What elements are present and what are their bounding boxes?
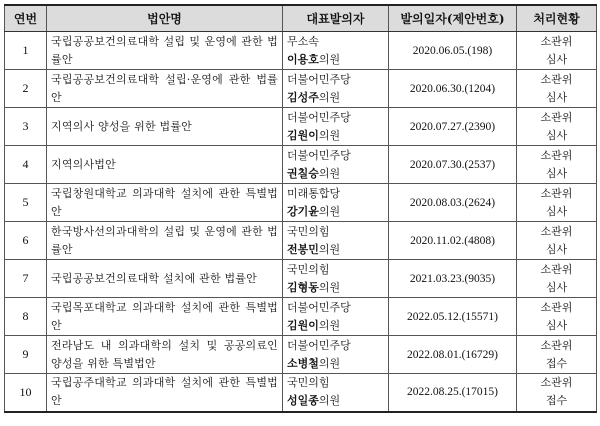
status-cell (517, 184, 597, 222)
table-row (5, 298, 597, 336)
status-stage: 접수 (545, 356, 568, 370)
row-number: 6 (5, 222, 47, 260)
bill-name: 지역의사 양성을 위한 법률안 (47, 108, 283, 146)
status-committee: 소관위 (540, 72, 573, 86)
sponsor-suffix: 의원 (318, 394, 341, 408)
sponsor-name: 김원이 (287, 128, 319, 142)
status-committee: 소관위 (540, 148, 573, 162)
bill-name: 국립공공보건의료대학 설치에 관한 법률안 (47, 260, 283, 298)
row-number: 3 (5, 108, 47, 146)
sponsor-name: 전봉민 (287, 242, 319, 256)
header-date: 발의일자(제안번호) (389, 5, 517, 32)
table-row (5, 374, 597, 412)
table-row (5, 222, 597, 260)
table-body (5, 32, 597, 412)
proposal-date: 2020.06.05.(198) (389, 32, 517, 70)
status-stage: 심사 (545, 166, 568, 180)
sponsor-party: 더불어민주당 (287, 110, 351, 124)
proposal-date: 2020.07.30.(2537) (389, 146, 517, 184)
status-cell (517, 146, 597, 184)
sponsor-cell (283, 146, 389, 184)
sponsor-party: 국민의힘 (287, 376, 330, 390)
sponsor-name: 강기윤 (287, 204, 319, 218)
proposal-date: 2022.05.12.(15571) (389, 298, 517, 336)
status-cell (517, 336, 597, 374)
bill-name: 국립공공보건의료대학 설립 및 운영에 관한 법률안 (47, 32, 283, 70)
sponsor-cell (283, 374, 389, 412)
sponsor-suffix: 의원 (318, 356, 341, 370)
row-number: 5 (5, 184, 47, 222)
sponsor-name: 김성주 (287, 90, 319, 104)
bill-table (4, 4, 597, 413)
sponsor-cell (283, 260, 389, 298)
table-row (5, 336, 597, 374)
bill-name: 국립창원대학교 의과대학 설치에 관한 특별법안 (47, 184, 283, 222)
header-bill-name: 법안명 (47, 5, 283, 32)
status-committee: 소관위 (540, 300, 573, 314)
row-number: 4 (5, 146, 47, 184)
status-stage: 심사 (545, 242, 568, 256)
status-stage: 심사 (545, 318, 568, 332)
table-row (5, 260, 597, 298)
sponsor-suffix: 의원 (318, 166, 341, 180)
status-stage: 심사 (545, 90, 568, 104)
sponsor-party: 더불어민주당 (287, 300, 351, 314)
status-committee: 소관위 (540, 34, 573, 48)
row-number: 1 (5, 32, 47, 70)
status-stage: 심사 (545, 52, 568, 66)
status-committee: 소관위 (540, 262, 573, 276)
status-cell (517, 32, 597, 70)
proposal-date: 2022.08.25.(17015) (389, 374, 517, 412)
row-number: 8 (5, 298, 47, 336)
bill-name: 국립공주대학교 의과대학 설치에 관한 특별법안 (47, 374, 283, 412)
status-cell (517, 222, 597, 260)
sponsor-cell (283, 184, 389, 222)
sponsor-cell (283, 336, 389, 374)
row-number: 2 (5, 70, 47, 108)
status-stage: 심사 (545, 128, 568, 142)
table-row (5, 108, 597, 146)
table-row (5, 32, 597, 70)
sponsor-party: 미래통합당 (287, 186, 341, 200)
sponsor-suffix: 의원 (318, 318, 341, 332)
status-committee: 소관위 (540, 338, 573, 352)
status-cell (517, 298, 597, 336)
bill-name: 지역의사법안 (47, 146, 283, 184)
status-committee: 소관위 (540, 376, 573, 390)
header-sponsor: 대표발의자 (283, 5, 389, 32)
proposal-date: 2020.11.02.(4808) (389, 222, 517, 260)
sponsor-suffix: 의원 (318, 52, 341, 66)
sponsor-cell (283, 108, 389, 146)
proposal-date: 2020.06.30.(1204) (389, 70, 517, 108)
header-row (5, 5, 597, 32)
status-cell (517, 260, 597, 298)
proposal-date: 2020.08.03.(2624) (389, 184, 517, 222)
row-number: 7 (5, 260, 47, 298)
proposal-date: 2020.07.27.(2390) (389, 108, 517, 146)
proposal-date: 2021.03.23.(9035) (389, 260, 517, 298)
status-committee: 소관위 (540, 186, 573, 200)
bill-name: 한국방사선의과대학의 설립 및 운영에 관한 법률안 (47, 222, 283, 260)
status-stage: 심사 (545, 204, 568, 218)
sponsor-suffix: 의원 (318, 280, 341, 294)
table-row (5, 70, 597, 108)
status-stage: 접수 (545, 394, 568, 408)
table-row (5, 184, 597, 222)
header-no: 연번 (5, 5, 47, 32)
sponsor-suffix: 의원 (318, 90, 341, 104)
sponsor-suffix: 의원 (318, 242, 341, 256)
sponsor-name: 김원이 (287, 318, 319, 332)
sponsor-cell (283, 298, 389, 336)
status-cell (517, 108, 597, 146)
sponsor-cell (283, 32, 389, 70)
sponsor-name: 김형동 (287, 280, 319, 294)
sponsor-party: 국민의힘 (287, 224, 330, 238)
row-number: 9 (5, 336, 47, 374)
bill-name: 국립공공보건의료대학 설립·운영에 관한 법률안 (47, 70, 283, 108)
sponsor-party: 더불어민주당 (287, 148, 351, 162)
status-committee: 소관위 (540, 110, 573, 124)
row-number: 10 (5, 374, 47, 412)
proposal-date: 2022.08.01.(16729) (389, 336, 517, 374)
sponsor-cell (283, 222, 389, 260)
sponsor-party: 더불어민주당 (287, 72, 351, 86)
status-stage: 심사 (545, 280, 568, 294)
sponsor-name: 이용호 (287, 52, 319, 66)
sponsor-name: 권칠승 (287, 166, 319, 180)
sponsor-suffix: 의원 (318, 204, 341, 218)
sponsor-name: 소병철 (287, 356, 319, 370)
sponsor-name: 성일종 (287, 394, 319, 408)
table-row (5, 146, 597, 184)
sponsor-suffix: 의원 (318, 128, 341, 142)
sponsor-party: 무소속 (287, 34, 319, 48)
bill-name: 전라남도 내 의과대학의 설치 및 공공의료인 양성을 위한 특별법안 (47, 336, 283, 374)
sponsor-party: 국민의힘 (287, 262, 330, 276)
status-cell (517, 70, 597, 108)
bill-name: 국립목포대학교 의과대학 설치에 관한 특별법안 (47, 298, 283, 336)
status-committee: 소관위 (540, 224, 573, 238)
status-cell (517, 374, 597, 412)
sponsor-party: 더불어민주당 (287, 338, 351, 352)
header-status: 처리현황 (517, 5, 597, 32)
sponsor-cell (283, 70, 389, 108)
